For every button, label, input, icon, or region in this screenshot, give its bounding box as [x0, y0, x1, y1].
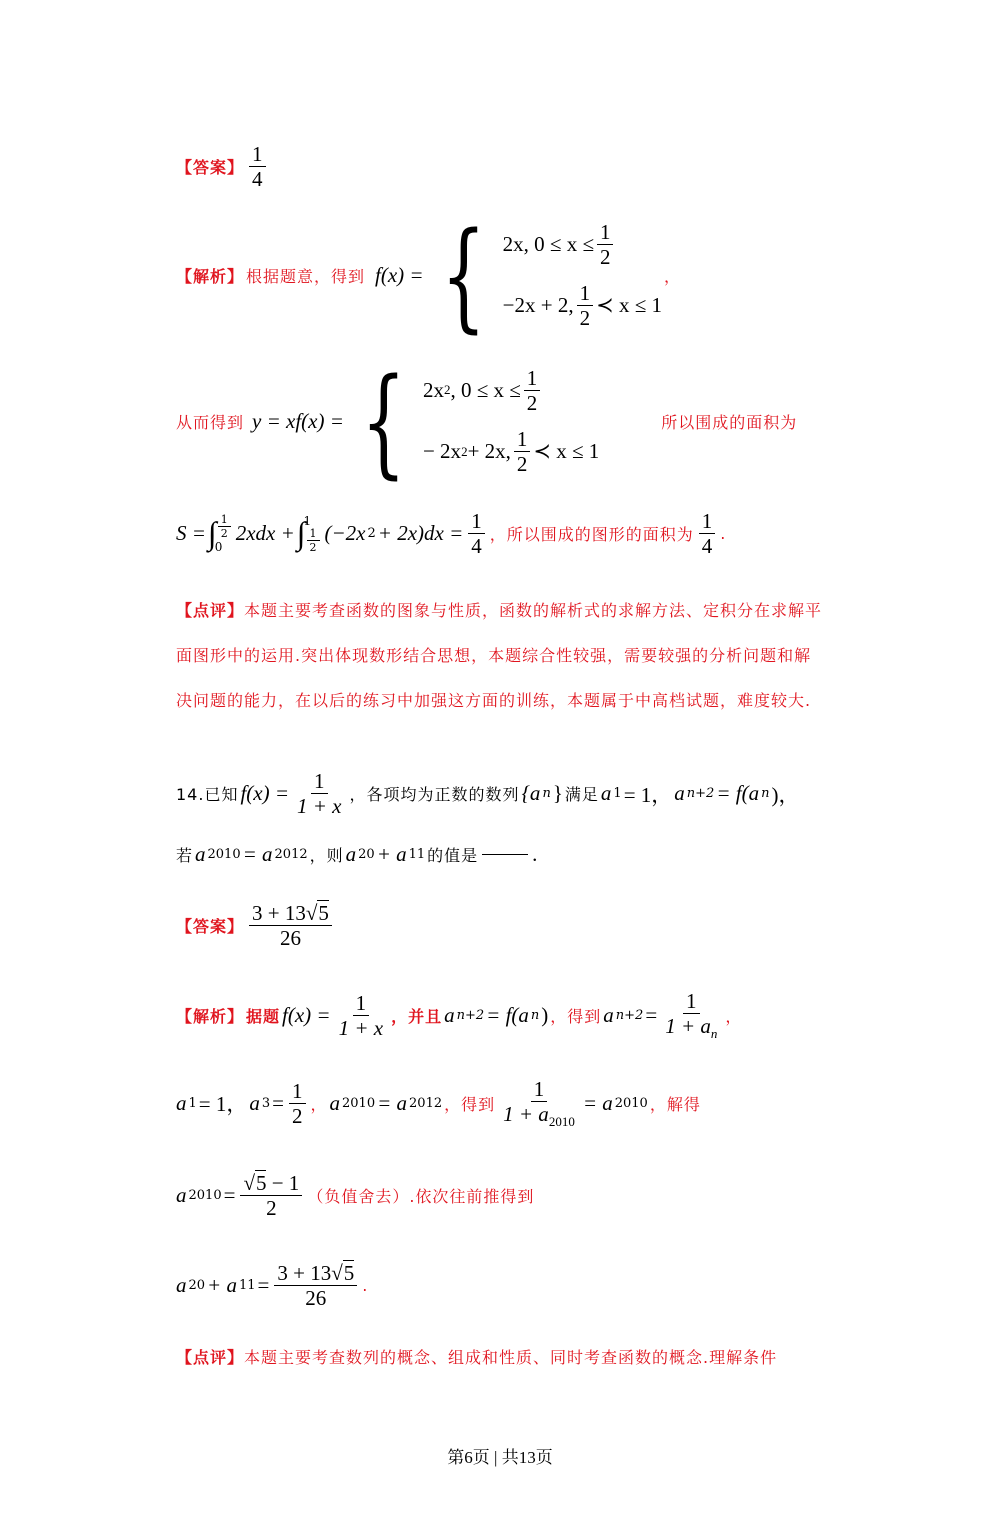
- q14-frac: $\frac{1}{1 + x}$: [297, 769, 342, 819]
- q14-fx: f(x) =: [240, 781, 290, 806]
- q14-answer-frac: $\frac{3 + 13√5}{26}$: [249, 902, 332, 949]
- q14-question-line2: 若 a 2010 = a 2012 ，则 a 20 + a 11 的值是 .: [176, 842, 538, 866]
- q14-comment: 【点评】本题主要考查数列的概念、组成和性质、同时考查函数的概念.理解条件: [176, 1348, 778, 1367]
- comment-label: 【点评】: [176, 601, 245, 620]
- S-lhs: S =: [176, 521, 206, 546]
- q14-analysis-line3: a 2010 = $\frac{√5 - 1}{2}$ （负值舍去）.依次往前推得到: [176, 1171, 535, 1221]
- int2-body-a: (−2x: [324, 521, 366, 546]
- answer-fraction: $\frac{1}{4}$: [249, 143, 266, 190]
- q13-analysis-line: [176, 206, 681, 344]
- integral-sign-2: ∫: [296, 515, 306, 552]
- y-lhs: y = xf(x) =: [252, 408, 344, 433]
- case-1: 2x, 0 ≤ x ≤ $\frac{1}{2}$: [503, 221, 662, 268]
- analysis-intro: 根据题意，得到: [246, 266, 366, 286]
- q13-comment: [176, 588, 826, 723]
- q14-answer-line: 【答案】 $\frac{3 + 13√5}{26}$: [176, 902, 335, 949]
- answer-label: 【答案】: [176, 158, 245, 178]
- q14-analysis-line4: a 20 + a 11 = $\frac{3 + 13√5}{26}$ .: [176, 1261, 369, 1311]
- q14-question-line1: 14.已知 f(x) = $\frac{1}{1 + x}$ ，各项均为正数的数列 {a n } 满足 a 1 = 1， a n+2 = f(a n )，: [176, 769, 800, 819]
- case-2: −2x + 2, $\frac{1}{2}$ ≺ x ≤ 1: [502, 281, 662, 331]
- answer-blank: [482, 854, 528, 855]
- left-brace: {: [440, 206, 486, 344]
- left-brace-2: {: [360, 352, 406, 490]
- fx-lhs: f(x) =: [375, 262, 424, 287]
- int1-body: 2xdx +: [235, 521, 295, 546]
- q13-integral-line: S = ∫ $\frac{1}{2}$ 0 2xdx + ∫ 1 $\frac{1}{2}$ (−2x 2 + 2x)dx = $\frac{1}{4}$ ，所以围成的图形的面积为 $\frac{1}{4}$ .: [176, 509, 727, 559]
- comma: ，: [663, 266, 681, 286]
- q14-analysis-line1: 【解析】 据题 f(x) = $\frac{1}{1 + x}$ ，并且 a n+2 = f(a n ) ，得到 a n+2 = $\frac{1}{1 + a_n}$ ，: [176, 989, 743, 1042]
- comment-text: 本题主要考查函数的图象与性质，函数的解析式的求解方法、定积分在求解平面图形中的运用.突出体现数形结合思想，本题综合性较强，需要较强的分析问题和解决问题的能力，在以后的练习中加强这方面的训练，本题属于中高档试题，难度较大.: [176, 601, 823, 710]
- q14-analysis-line2: a 1 = 1， a 3 = $\frac{1}{2}$ ， a 2010 = a 2012 ，得到 $\frac{1}{1 + a_{2010}}$ = a 2010 ，解得: [176, 1077, 701, 1130]
- integral-sign-1: ∫: [207, 515, 217, 552]
- S-end: .: [720, 524, 727, 544]
- int1-limits: $\frac{1}{2}$ 0: [215, 514, 234, 554]
- q13-y-line: [176, 352, 798, 490]
- int2-limits: 1 $\frac{1}{2}$: [304, 514, 323, 554]
- q14-number: 14.已知: [176, 785, 239, 805]
- piecewise-cases: [503, 221, 662, 329]
- q13-answer-line: [176, 143, 269, 190]
- S-mid-text: ，所以围成的图形的面积为: [489, 525, 694, 545]
- line2-intro: 从而得到: [176, 412, 245, 432]
- page-footer: 第6页 | 共13页: [447, 1448, 553, 1467]
- analysis-label: 【解析】: [176, 266, 245, 286]
- S-value: $\frac{1}{4}$: [468, 510, 485, 557]
- int2-body-b: + 2x)dx =: [377, 521, 464, 546]
- y-cases: 2x 2 , 0 ≤ x ≤ $\frac{1}{2}$ − 2x 2 + 2x, $\frac{1}{2}$ ≺ x ≤ 1: [422, 365, 600, 477]
- line2-tail: 所以围成的面积为: [661, 412, 798, 432]
- S-value-2: $\frac{1}{4}$: [699, 510, 716, 557]
